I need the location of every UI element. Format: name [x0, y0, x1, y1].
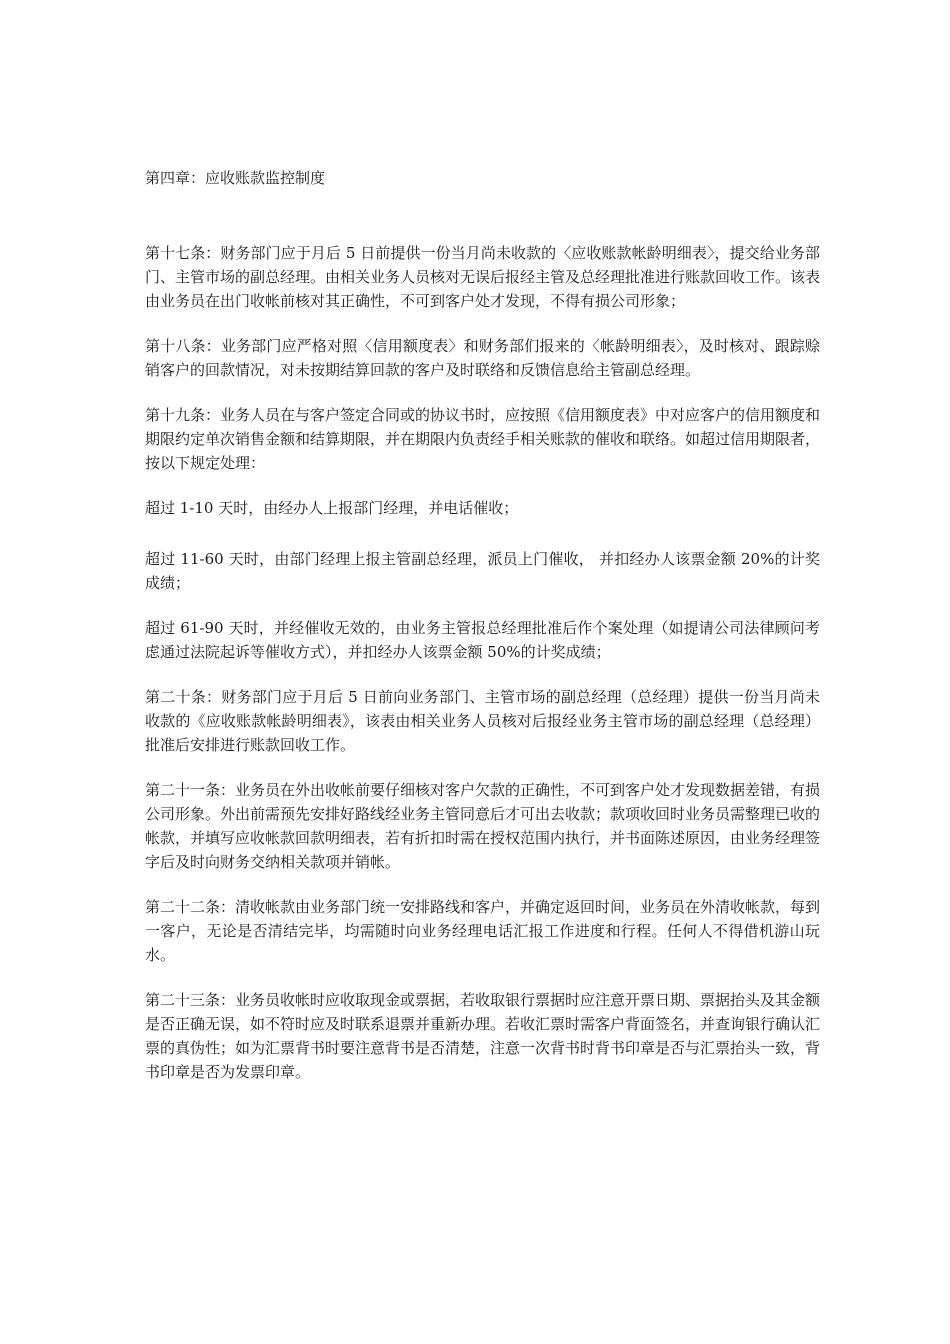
article-21: 第二十一条：业务员在外出收帐前要仔细核对客户欠款的正确性，不可到客户处才发现数据差错，有损公司形象。外出前需预先安排好路线经业务主管同意后才可出去收款；款项收回时业务员需整理已收的帐款，并填写应收帐款回款明细表，若有折扣时需在授权范围内执行，并书面陈述原因，由业务经理签字后及时向财务交纳相关款项并销帐。 [145, 781, 821, 871]
document-page [145, 168, 820, 1105]
article-23: 第二十三条：业务员收帐时应收取现金或票据，若收取银行票据时应注意开票日期、票据抬头及其金额是否正确无误，如不符时应及时联系退票并重新办理。若收汇票时需客户背面签名，并查询银行确认汇票的真伪性；如为汇票背书时要注意背书是否清楚，注意一次背书时背书印章是否与汇票抬头一致，背书印章是否为发票印章。 [145, 991, 821, 1081]
chapter-title: 第四章：应收账款监控制度 [145, 169, 326, 187]
overdue-rule-1-10-days: 超过 1-10 天时，由经办人上报部门经理，并电话催收； [145, 499, 519, 517]
article-19: 第十九条：业务人员在与客户签定合同或的协议书时，应按照《信用额度表》中对应客户的信用额度和期限约定单次销售金额和结算期限，并在期限内负责经手相关账款的催收和联络。如超过信用期限者，按以下规定处理： [145, 406, 821, 472]
article-18: 第十八条：业务部门应严格对照〈信用额度表〉和财务部们报来的〈帐龄明细表〉，及时核对、跟踪赊销客户的回款情况，对未按期结算回款的客户及时联络和反馈信息给主管副总经理。 [145, 337, 820, 379]
article-20: 第二十条：财务部门应于月后 5 日前向业务部门、主管市场的副总经理（总经理）提供一份当月尚未收款的《应收账款帐龄明细表》，该表由相关业务人员核对后报经业务主管市场的副总经理（总经理）批准后安排进行账款回收工作。 [145, 688, 820, 754]
article-17: 第十七条：财务部门应于月后 5 日前提供一份当月尚未收款的〈应收账款帐龄明细表〉，提交给业务部门、主管市场的副总经理。由相关业务人员核对无误后报经主管及总经理批准进行账款回收工作。该表由业务员在出门收帐前核对其正确性，不可到客户处才发现，不得有损公司形象； [145, 244, 821, 310]
article-22: 第二十二条：清收帐款由业务部门统一安排路线和客户，并确定返回时间，业务员在外清收帐款，每到一客户，无论是否清结完毕，均需随时向业务经理电话汇报工作进度和行程。任何人不得借机游山玩水。 [145, 898, 821, 964]
overdue-rule-11-60-days: 超过 11-60 天时，由部门经理上报主管副总经理，派员上门催收， 并扣经办人该票金额 20%的计奖成绩； [145, 550, 820, 592]
overdue-rule-61-90-days: 超过 61-90 天时，并经催收无效的，由业务主管报总经理批准后作个案处理（如提请公司法律顾问考虑通过法院起诉等催收方式），并扣经办人该票金额 50%的计奖成绩； [145, 619, 820, 661]
